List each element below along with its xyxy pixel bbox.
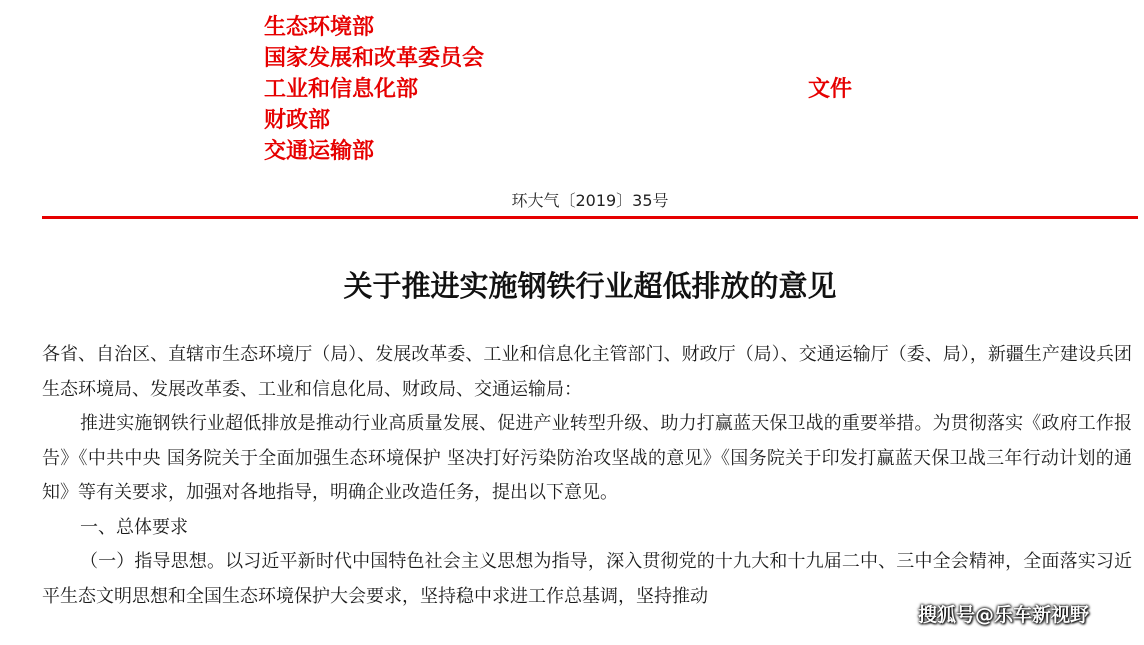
source-watermark: 搜狐号@乐车新视野 [918,604,1090,626]
document-file-label: 文件 [808,77,853,102]
section-heading: 一、总体要求 [80,516,188,538]
issuer-line: 工业和信息化部 [264,77,419,102]
red-header-divider [42,216,1138,219]
salutation-paragraph: 各省、自治区、直辖市生态环境厅（局）、发展改革委、工业和信息化主管部门、财政厅（局）、交通运输厅（委、局），新疆生产建设兵团生态环境局、发展改革委、工业和信息化局、财政局、交通运输局： [42,344,1132,400]
intro-paragraph: 推进实施钢铁行业超低排放是推动行业高质量发展、促进产业转型升级、助力打赢蓝天保卫战的重要举措。为贯彻落实《政府工作报告》《中共中央 国务院关于全面加强生态环境保护 坚决打好污染防治攻坚战的意见》《国务院关于印发打赢蓝天保卫战三年行动计划的通知》等有关要求，加强对各地指导，明确企业改造任务，提出以下意见。 [42,413,1132,503]
document-number: 环大气〔2019〕35号 [511,191,669,210]
issuer-line: 财政部 [264,108,331,133]
document-title: 关于推进实施钢铁行业超低排放的意见 [343,269,837,303]
issuer-line: 国家发展和改革委员会 [264,46,485,71]
issuing-authorities [264,12,484,167]
issuer-line: 交通运输部 [264,139,375,164]
issuer-line: 生态环境部 [264,15,375,40]
guiding-ideology-paragraph: （一）指导思想。以习近平新时代中国特色社会主义思想为指导，深入贯彻党的十九大和十九届二中、三中全会精神，全面落实习近平生态文明思想和全国生态环境保护大会要求，坚持稳中求进工作总基调，坚持推动 [42,551,1132,607]
document-body [42,338,1132,614]
